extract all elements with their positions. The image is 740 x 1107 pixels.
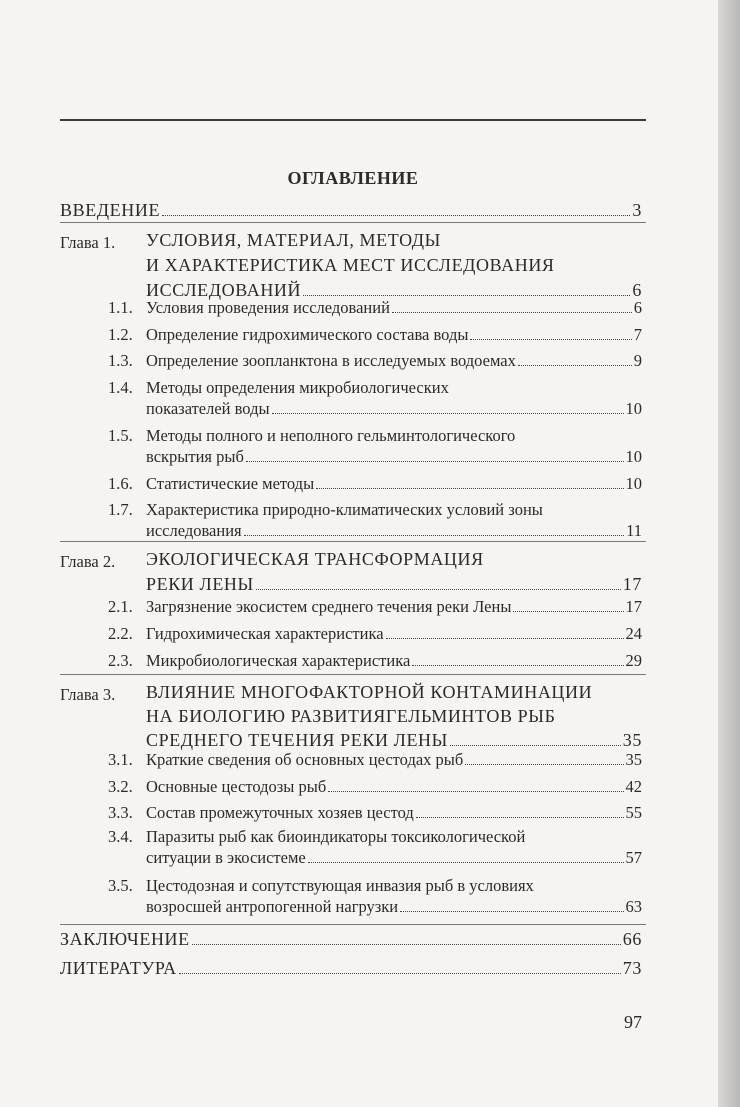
ch2-heading-line: ЭКОЛОГИЧЕСКАЯ ТРАНСФОРМАЦИЯ [146,549,484,569]
ch3-section-title: ситуации в экосистеме [146,848,306,867]
ch1-section-line: Методы определения микробиологических [146,378,449,397]
ch1-section-row [146,399,642,419]
ch1-section-number: 1.6. [108,474,133,493]
ch1-heading-title: ИССЛЕДОВАНИЙ [146,280,302,300]
ch3-section-page: 42 [625,777,642,796]
ch3-section-dot-leader [400,910,623,912]
ch3-heading-dot-leader [450,744,621,746]
section-separator [60,924,646,925]
ch1-section-number: 1.2. [108,325,133,344]
ch1-section-page: 10 [625,474,642,493]
ch1-section-title: Определение гидрохимического состава воды [146,325,469,344]
ch3-section-page: 57 [625,848,642,867]
ch3-section-number: 3.2. [108,777,133,796]
ch2-section-title: Гидрохимическая характеристика [146,624,384,643]
ch3-section-title: возросшей антропогенной нагрузки [146,897,399,916]
ch2-section-page: 29 [625,651,642,670]
section-separator [60,541,646,542]
ch2-heading-row [146,574,642,595]
ch3-section-dot-leader [465,763,623,765]
ch1-section-title: исследования [146,521,242,540]
ch2-section-dot-leader [412,664,623,666]
ch1-section-page: 11 [626,521,642,540]
conclusion-page: 66 [622,929,642,949]
intro-dot-leader [162,214,630,216]
ch2-section-row [146,624,642,644]
literature-page: 73 [622,958,642,978]
ch1-section-dot-leader [470,338,631,340]
ch1-section-number: 1.5. [108,426,133,445]
ch3-section-title: Краткие сведения об основных цестодах рыб [146,750,464,769]
ch1-section-dot-leader [316,487,623,489]
ch3-section-page: 35 [625,750,642,769]
top-rule [60,119,646,121]
intro-title: ВВЕДЕНИЕ [60,200,161,220]
ch1-section-dot-leader [392,311,632,313]
ch1-label: Глава 1. [60,233,116,252]
ch3-section-row [146,897,642,917]
ch2-section-title: Загрязнение экосистем среднего течения реки Лены [146,597,512,616]
ch1-section-dot-leader [518,364,632,366]
ch1-section-title: показателей воды [146,399,270,418]
ch1-section-title: Условия проведения исследований [146,298,390,317]
ch2-heading-page: 17 [622,574,642,594]
ch1-section-page: 9 [633,351,642,370]
ch1-section-page: 6 [633,298,642,317]
ch1-section-line: Характеристика природно-климатических условий зоны [146,500,543,519]
ch1-section-dot-leader [272,412,624,414]
ch1-section-title: Определение зоопланктона в исследуемых водоемах [146,351,516,370]
ch1-heading-dot-leader [303,294,630,296]
ch2-heading-dot-leader [256,588,621,590]
ch3-heading-title: СРЕДНЕГО ТЕЧЕНИЯ РЕКИ ЛЕНЫ [146,730,448,750]
ch2-section-number: 2.2. [108,624,133,643]
ch3-section-dot-leader [328,790,623,792]
ch3-section-dot-leader [308,861,624,863]
conclusion-row [60,929,642,950]
ch1-section-page: 7 [633,325,642,344]
ch1-section-row [146,474,642,494]
ch1-section-number: 1.4. [108,378,133,397]
ch1-section-row [146,298,642,318]
ch3-section-row [146,750,642,770]
ch3-section-page: 55 [625,803,642,822]
section-separator [60,222,646,223]
ch1-section-title: Статистические методы [146,474,315,493]
ch3-heading-line: НА БИОЛОГИЮ РАЗВИТИЯГЕЛЬМИНТОВ РЫБ [146,706,556,726]
ch3-section-row [146,803,642,823]
ch3-section-line: Цестодозная и сопутствующая инвазия рыб в условиях [146,876,534,895]
ch3-section-number: 3.4. [108,827,133,846]
ch1-section-row [146,447,642,467]
ch3-section-number: 3.5. [108,876,133,895]
intro-page: 3 [632,200,642,220]
ch1-section-page: 10 [625,399,642,418]
conclusion-dot-leader [192,943,621,945]
ch2-section-row [146,597,642,617]
section-separator [60,674,646,675]
ch1-section-row [146,521,642,541]
ch3-section-dot-leader [416,816,624,818]
ch1-section-row [146,325,642,345]
literature-title: ЛИТЕРАТУРА [60,958,177,978]
ch2-section-number: 2.3. [108,651,133,670]
page-heading: ОГЛАВЛЕНИЕ [287,168,419,188]
ch1-section-number: 1.7. [108,500,133,519]
ch3-label: Глава 3. [60,685,116,704]
ch3-heading-row [146,730,642,751]
ch3-section-row [146,777,642,797]
ch3-section-line: Паразиты рыб как биоиндикаторы токсикологической [146,827,526,846]
ch1-section-title: вскрытия рыб [146,447,244,466]
ch1-heading-line: И ХАРАКТЕРИСТИКА МЕСТ ИССЛЕДОВАНИЯ [146,255,555,275]
ch2-section-row [146,651,642,671]
ch1-heading-line: УСЛОВИЯ, МАТЕРИАЛ, МЕТОДЫ [146,230,441,250]
ch1-heading-page: 6 [632,280,642,300]
literature-row [60,958,642,979]
ch2-section-title: Микробиологическая характеристика [146,651,411,670]
ch1-section-dot-leader [244,534,625,536]
conclusion-title: ЗАКЛЮЧЕНИЕ [60,929,190,949]
ch3-section-title: Состав промежуточных хозяев цестод [146,803,414,822]
ch3-heading-line: ВЛИЯНИЕ МНОГОФАКТОРНОЙ КОНТАМИНАЦИИ [146,682,593,702]
ch1-section-row [146,351,642,371]
ch1-section-page: 10 [625,447,642,466]
ch1-section-dot-leader [246,460,624,462]
ch1-section-line: Методы полного и неполного гельминтологического [146,426,516,445]
ch2-section-page: 17 [625,597,642,616]
ch1-section-number: 1.1. [108,298,133,317]
ch2-section-dot-leader [513,610,623,612]
ch2-heading-title: РЕКИ ЛЕНЫ [146,574,254,594]
ch1-section-number: 1.3. [108,351,133,370]
ch3-section-number: 3.3. [108,803,133,822]
literature-dot-leader [179,972,621,974]
ch3-section-row [146,848,642,868]
ch2-section-number: 2.1. [108,597,133,616]
page-number: 97 [624,1012,642,1032]
intro-row [60,200,642,221]
ch2-label: Глава 2. [60,552,116,571]
ch3-section-title: Основные цестодозы рыб [146,777,327,796]
ch3-section-page: 63 [625,897,642,916]
ch3-section-number: 3.1. [108,750,133,769]
ch2-section-page: 24 [625,624,642,643]
ch3-heading-page: 35 [622,730,642,750]
ch2-section-dot-leader [386,637,624,639]
book-gutter [718,0,740,1107]
